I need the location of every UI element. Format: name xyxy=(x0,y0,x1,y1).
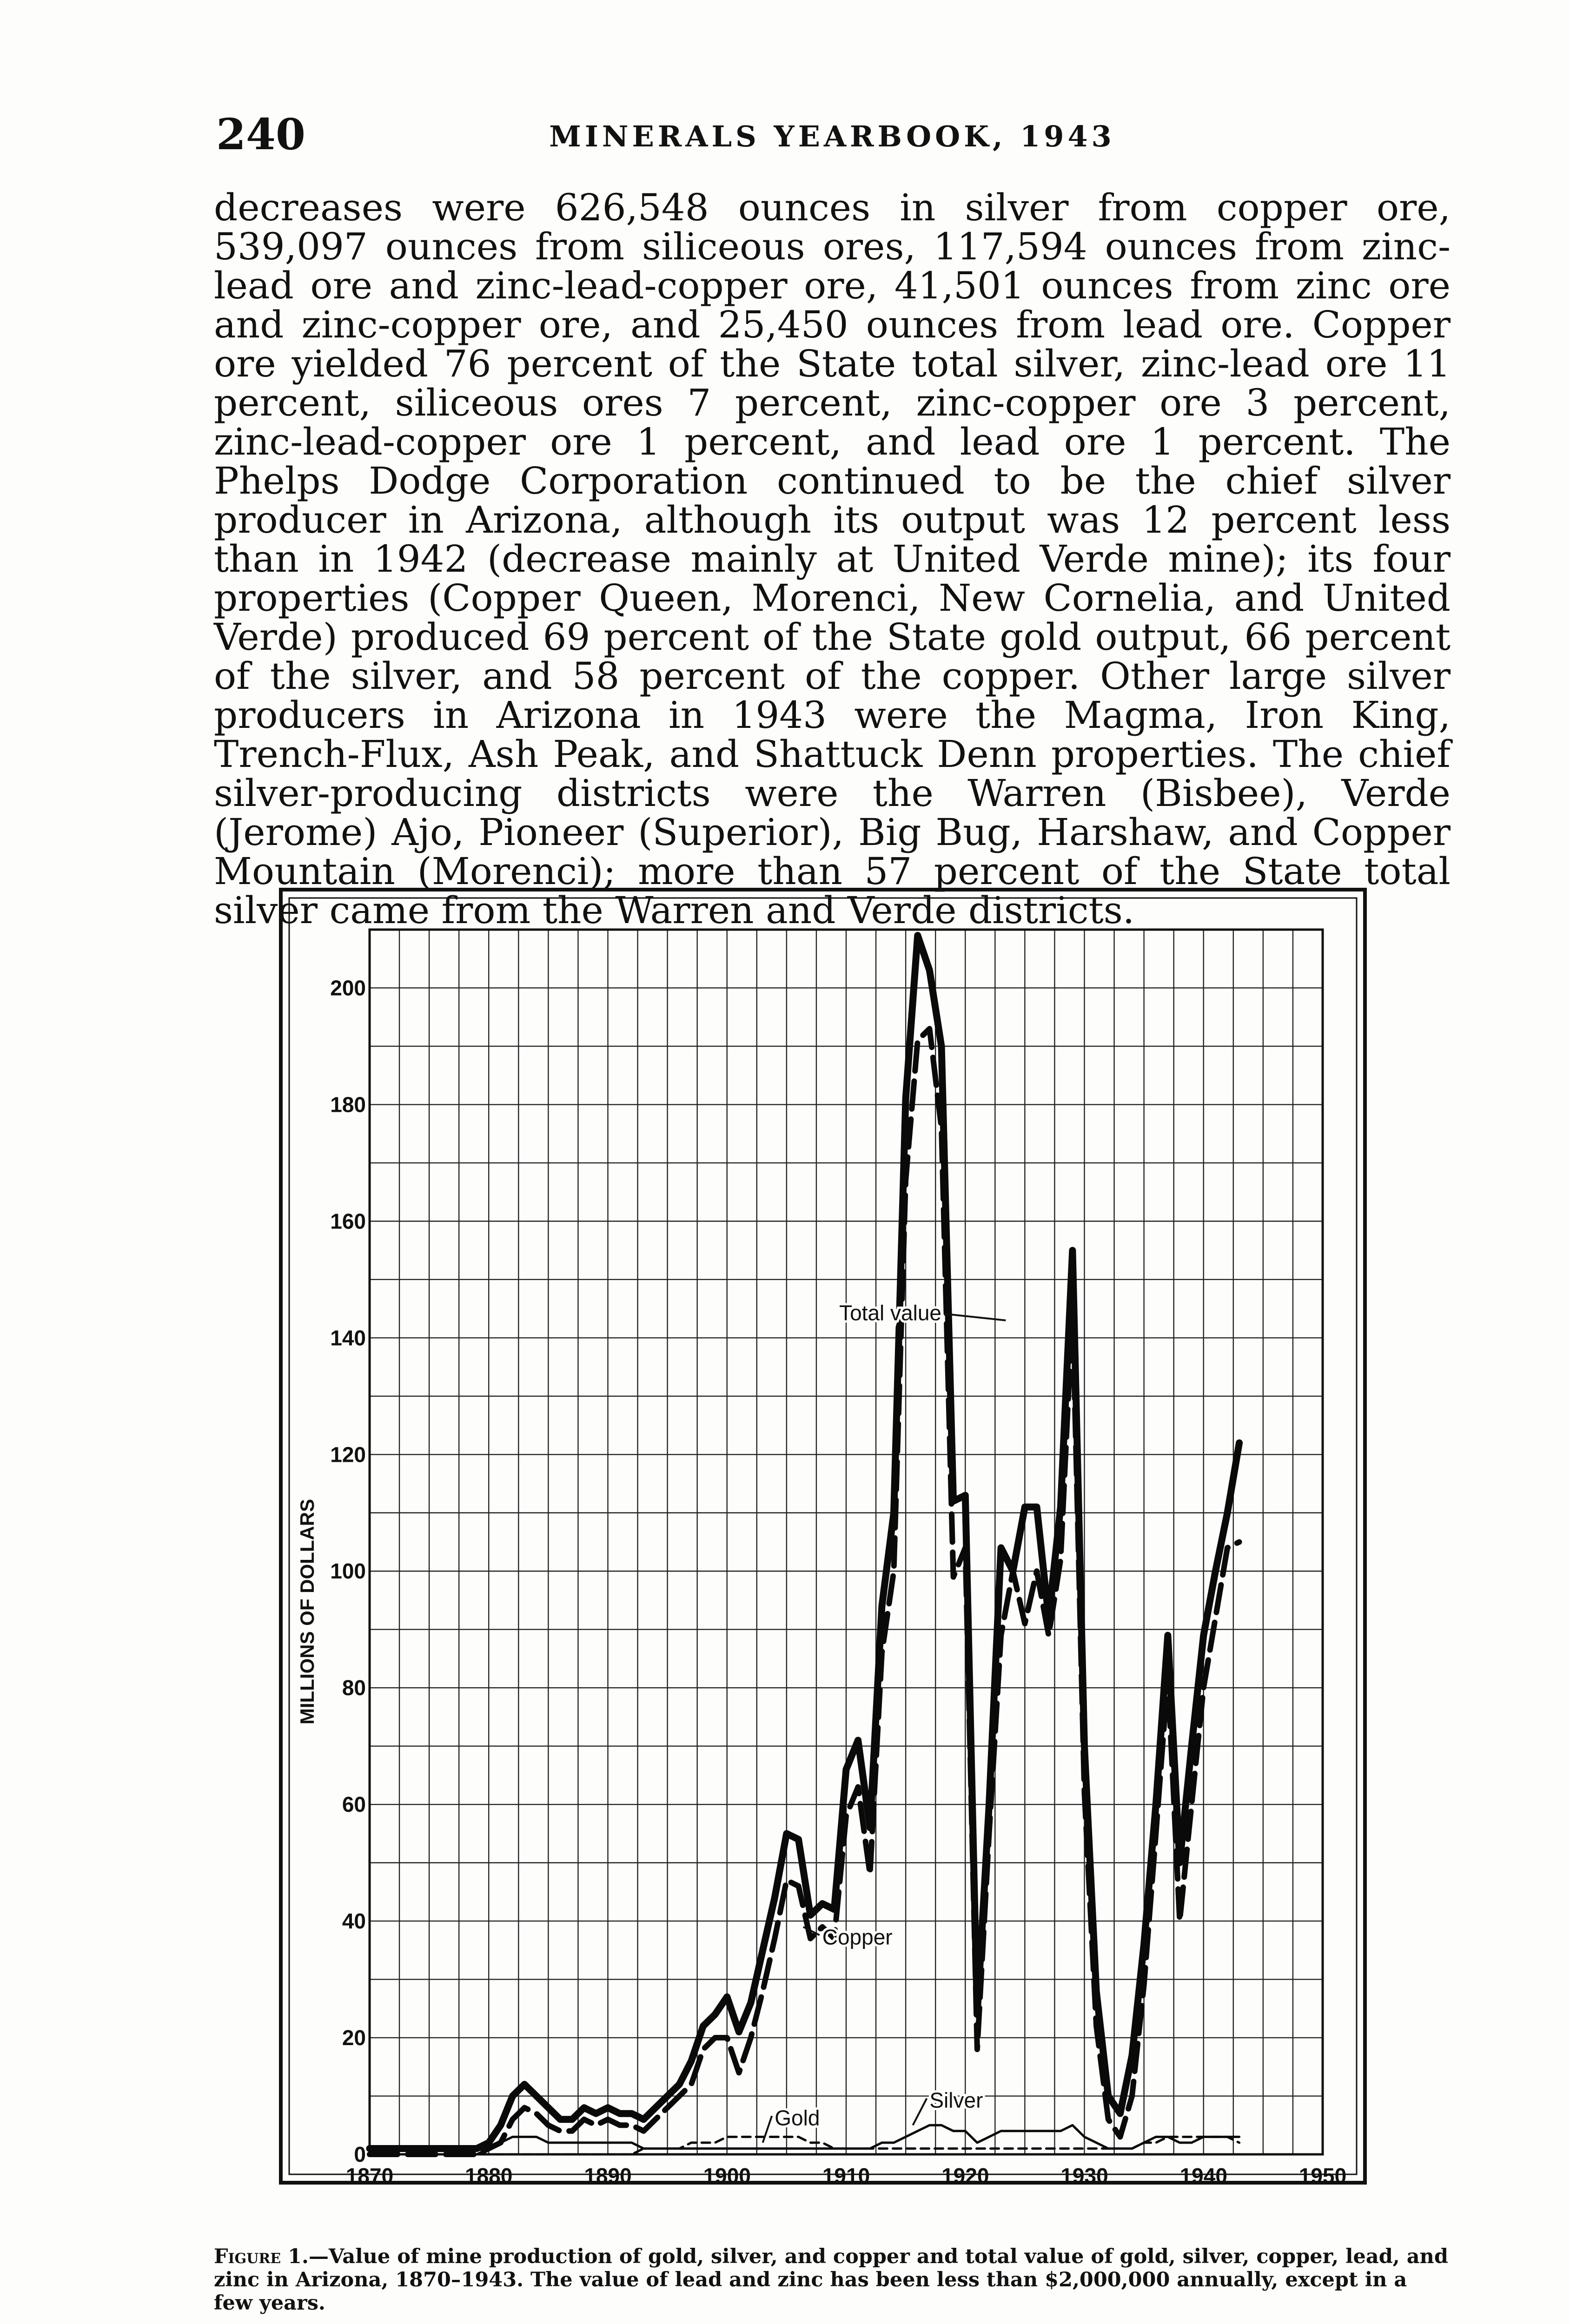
caption-label: Figure 1. xyxy=(214,2245,309,2268)
x-tick-label: 1870 xyxy=(345,2164,394,2188)
x-tick-label: 1940 xyxy=(1179,2164,1227,2188)
line-chart xyxy=(279,888,1367,2222)
x-tick-label: 1950 xyxy=(1298,2164,1347,2188)
annotation-label: Gold xyxy=(775,2106,820,2130)
y-tick-label: 120 xyxy=(330,1442,366,1467)
y-tick-label: 160 xyxy=(330,1209,366,1234)
y-tick-label: 20 xyxy=(342,2026,366,2050)
body-paragraph: decreases were 626,548 ounces in silver from copper ore, 539,097 ounces from siliceous ores, 117,594 ounces from zinc-lead ore and zinc-lead-copper ore, 41,501 ounces from zinc ore and zinc-copper ore, and 25,450 ounces from lead ore. Copper ore yielded 76 percent of the State total silver, zinc-lead ore 11 percent, siliceous ores 7 percent, zinc-copper ore 3 percent, zinc-lead-copper ore 1 percent, and lead ore 1 percent. The Phelps Dodge Corporation continued to be the chief silver producer in Arizona, although its output was 12 percent less than in 1942 (decrease mainly at United Verde mine); its four properties (Copper Queen, Morenci, New Cornelia, and United Verde) produced 69 percent of the State gold output, 66 percent of the silver, and 58 percent of the copper. Other large silver producers in Arizona in 1943 were the Magma, Iron King, Trench-Flux, Ash Peak, and Shattuck Denn properties. The chief silver-producing districts were the Warren (Bisbee), Verde (Jerome) Ajo, Pioneer (Superior), Big Bug, Harshaw, and Copper Mountain (Morenci); more than 57 percent of the State total silver came from the Warren and Verde districts. xyxy=(214,186,1451,932)
x-tick-label: 1920 xyxy=(941,2164,989,2188)
y-tick-label: 100 xyxy=(330,1559,366,1584)
y-axis-label: MILLIONS OF DOLLARS xyxy=(296,1499,318,1725)
y-tick-label: 60 xyxy=(342,1792,366,1817)
y-tick-label: 40 xyxy=(342,1909,366,1934)
y-tick-label: 180 xyxy=(330,1092,366,1117)
series-total-value-line xyxy=(370,936,1239,2149)
chart-inner-frame xyxy=(289,898,1357,2174)
x-tick-label: 1890 xyxy=(584,2164,632,2188)
figure-caption xyxy=(214,2245,1451,2315)
x-tick-label: 1900 xyxy=(703,2164,751,2188)
caption-text: —Value of mine production of gold, silver, and copper and total value of gold, silver, copper, lead, and zinc in Arizona, 1870–1943. The value of lead and zinc has been less than $2,000,000 annually, except in a few years. xyxy=(214,2245,1448,2315)
figure-chart xyxy=(279,888,1367,2222)
chart-outer-frame xyxy=(281,890,1365,2183)
x-tick-label: 1930 xyxy=(1060,2164,1108,2188)
page-number: 240 xyxy=(216,109,306,159)
annotation-leader xyxy=(763,2116,772,2143)
annotation-label: Copper xyxy=(822,1925,893,1949)
x-tick-label: 1910 xyxy=(822,2164,870,2188)
y-tick-label: 140 xyxy=(330,1326,366,1350)
annotation-leader xyxy=(944,1314,1006,1320)
annotation-label: Silver xyxy=(929,2088,983,2113)
y-tick-label: 0 xyxy=(354,2142,366,2166)
annotation-label: Total value xyxy=(839,1301,941,1325)
x-tick-label: 1880 xyxy=(465,2164,513,2188)
y-tick-label: 200 xyxy=(330,976,366,1000)
running-title: MINERALS YEARBOOK, 1943 xyxy=(549,119,1115,153)
page-header xyxy=(216,109,1448,165)
annotation-leader xyxy=(913,2099,927,2126)
series-copper-line xyxy=(370,1029,1239,2154)
y-tick-label: 80 xyxy=(342,1676,366,1700)
